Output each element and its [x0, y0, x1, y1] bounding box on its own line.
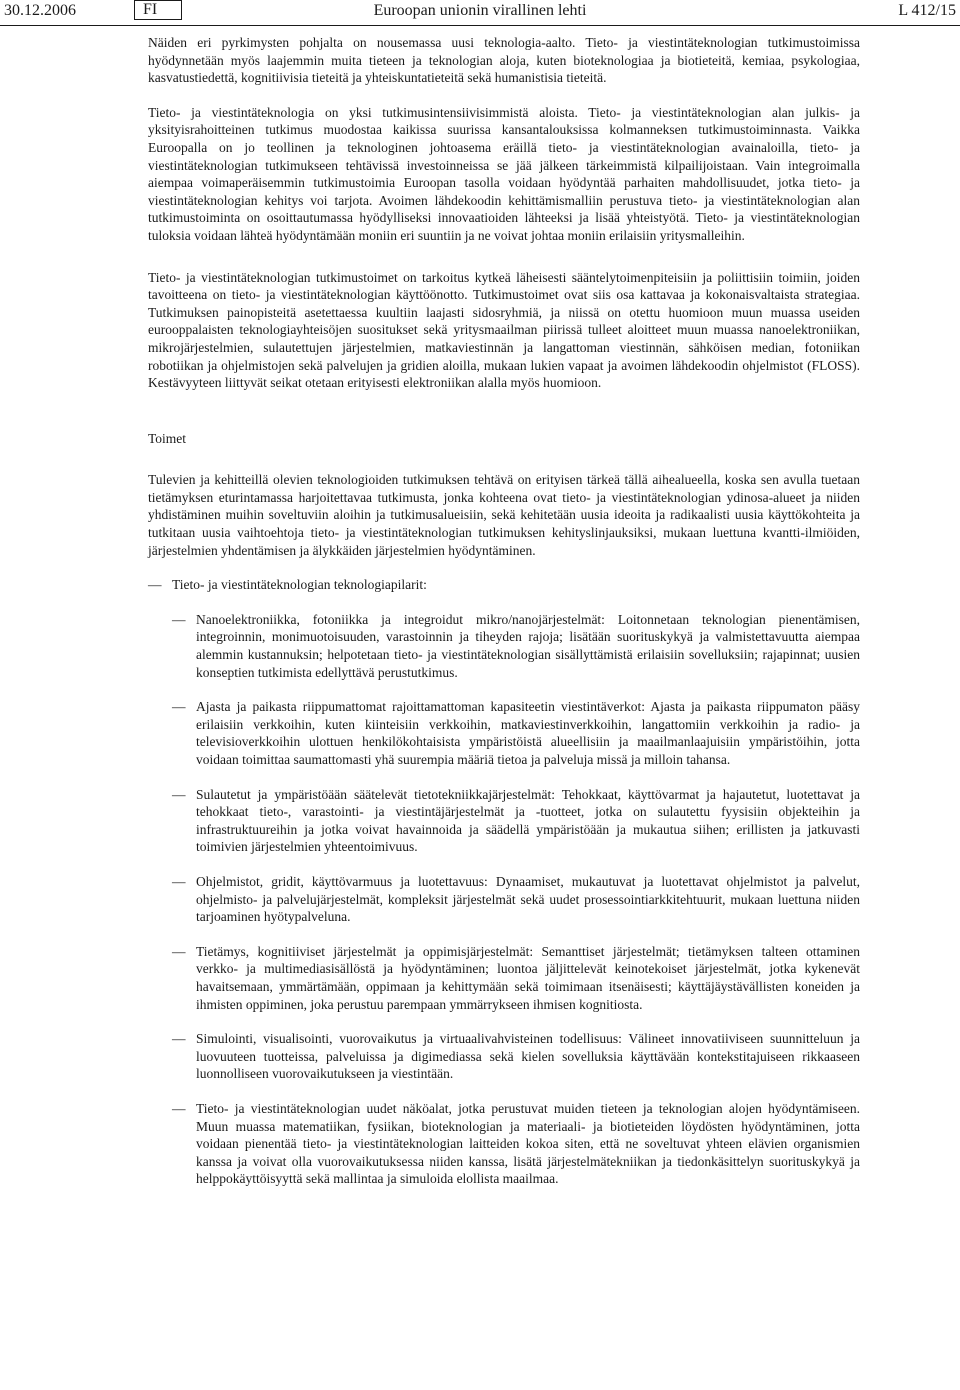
journal-header [0, 0, 960, 26]
list-item [172, 1030, 860, 1083]
dash-marker: — [172, 1031, 186, 1047]
list-item [172, 786, 860, 856]
section-heading-toimet: Toimet [148, 430, 187, 446]
list-item [172, 1100, 860, 1188]
list-item [172, 873, 860, 926]
publication-date: 30.12.2006 [4, 2, 76, 19]
list-item-text: Tieto- ja viestintäteknologian uudet näköalat, jotka perustuvat muiden tieteen ja teknologian alojen hyödyntämiseen. Muun muassa matematiikan, fysiikan, bioteknologian ja materiaali- ja biotieteiden löydösten hyödyntäminen, jotta voidaan pienentää tieto- ja viestintäteknologian laitteiden kokoa siten, että ne soveltuvat yhteen elävien organismien kanssa ja voivat olla vuorovaikutuksessa niiden kanssa, lisätä järjestelmätekniikan ja tiedonkäsittelyn suorituskykyä ja helppokäyttöisyyttä sekä mallintaa ja simuloida elollista maailmaa. [196, 1100, 860, 1187]
list-item-text: Ajasta ja paikasta riippumattomat rajoittamattoman kapasiteetin viestintäverkot: Ajasta ja paikasta riippumaton pääsy erilaisiin verkkoihin, kuten kiinteisiin verkkoihin, matkaviestinverkkoihin, langattomiin verkkoihin ja radio- ja televisioverkkoihin ulottuen henkilökohtaisista ympäristöistä alueellisiin ja maailmanlaajuisiin ympäristöihin, jotta voidaan toimittaa saumattomasti yhä suurempia määriä tietoa ja palveluja missä ja milloin tahansa. [196, 699, 860, 767]
list-item [172, 698, 860, 768]
paragraph-policy-link: Tieto- ja viestintäteknologian tutkimustoimet on tarkoitus kytkeä läheisesti sääntelytoimenpiteisiin ja poliittisiin toimiin, joiden tavoitteena on tieto- ja viestintäteknologian käyttöönotto. Tutkimustoimet ovat siis osa kattavaa ja kokonaisvaltaista strategiaa. Tutkimuksen painopisteitä asetettaessa kuultiin laajasti sidosryhmiä, ja niissä on otettu huomioon muun muassa useiden eurooppalaisten teknologiayhteisöjen suositukset sekä yritysmaailman piirissä tulleet aloitteet muun muassa nanoelektroniikan, mikrojärjestelmien, sulautettujen järjestelmien, matkaviestinnän ja langattoman viestinnän, sähköisen median, fotoniikan robotiikan ja ohjelmistojen sekä palvelujen ja gridien aloilla, mukaan lukien vapaat ja avoimen lähdekoodin ohjelmistot (FLOSS). Kestävyyteen liittyvät seikat otetaan erityisesti elektroniikan alalla myös huomioon. [148, 269, 860, 391]
list-item [172, 611, 860, 681]
dash-marker: — [172, 943, 186, 959]
list-item-text: Nanoelektroniikka, fotoniikka ja integroidut mikro/nanojärjestelmät: Loitonnetaan teknologian pienentämisen, integroinnin, monimuotoisuuden, varastoinnin ja tiheyden rajoja; lisätään suorituskykyä ja valmistettavuutta aiempaa alemmin kustannuksin; helpotetaan tieto- ja viestintäteknologian sisällyttämistä erilaisiin sovelluksiin; rajapinnat; uusien konseptien tutkimista edellyttävä perustutkimus. [196, 611, 860, 680]
list-item-pillars [148, 576, 860, 594]
dash-marker: — [172, 1100, 186, 1116]
header-rule [0, 25, 960, 26]
dash-marker: — [172, 611, 186, 627]
list-heading: Tieto- ja viestintäteknologian teknologiapilarit: [172, 577, 427, 593]
document-body [148, 34, 860, 1188]
list-item-text: Sulautetut ja ympäristöään säätelevät tietotekniikkajärjestelmät: Tehokkaat, käyttövarmat ja hajautetut, luotettavat ja tehokkaat tieto-, varastointi- ja viestintäjärjestelmät ja -tuotteet, jotka on sulautettu fyysisiin objekteihin ja infrastruktuureihin ja jotka voivat havainnoida ja säädellä ympäristöään ja mukautua siihen; erillisten ja jatkuvasti toimivien järjestelmien yhteentoimivuus. [196, 786, 860, 855]
list-item-text: Simulointi, visualisointi, vuorovaikutus ja virtuaalivahvisteinen todellisuus: Välineet innovatiiviseen suunnitteluun ja luovuuteen tuotteissa, palveluissa ja digimediassa sekä kielen sovelluksia käyttävään kontekstitajuiseen rikkaaseen luonnolliseen vuorovaikutukseen ja viestintään. [196, 1031, 860, 1082]
list-item-text: Tietämys, kognitiiviset järjestelmät ja oppimisjärjestelmät: Semanttiset järjestelmät; tietämyksen talteen ottaminen verkko- ja multimediasisällöstä ja hyödyntäminen; luontoa jäljittelevät keinotekoiset järjestelmät, jotka kykenevät havaitsemaan, ymmärtämään, oppimaan ja kehittymään sekä toimimaan itsenäisesti; käyttäjäystävällisten koneiden ja ihmisten oppiminen, joka perustuu parempaan ymmärrykseen ihmisen kognitiosta. [196, 943, 860, 1012]
list-item-text: Ohjelmistot, gridit, käyttövarmuus ja luotettavuus: Dynaamiset, mukautuvat ja luotettavat ohjelmistot ja palvelut, ohjelmisto- ja palvelujärjestelmät, kompleksit järjestelmät sekä uudet prosessointiarkkitehtuurit, mukaan luettuna niiden tarjoaminen hyötypalveluna. [196, 873, 860, 925]
dash-marker: — [172, 873, 186, 889]
dash-marker: — [172, 699, 186, 715]
section-intro: Tulevien ja kehitteillä olevien teknologioiden tutkimuksen tehtävä on erityisen tärkeä tällä aihealueella, koska sen avulla tuetaan tietämyksen eturintamassa harjoitettavaa tutkimusta, jonka kohteena ovat tieto- ja viestintäteknologian ydinosa-alueet ja niiden yhdistäminen muihin soveltuviin aloihin ja tutkimusalueisiin, sekä kehitetään uusia ideoita ja radikaalisti uusia käyttökohteita ja tutkitaan uusia vaihtoehtoja tieto- ja viestintäteknologian tutkimuksen kehityslinjauksiksi, mukaan luettuna kvantti-ilmiöiden, järjestelmien yhdentämisen ja älykkäiden järjestelmien hyödyntäminen. [148, 472, 860, 558]
paragraph-intro: Näiden eri pyrkimysten pohjalta on nousemassa uusi teknologia-aalto. Tieto- ja viestintäteknologian tutkimustoimissa hyödynnetään myös laajemmin muita tieteen ja teknologian aloja, kuten bioteknologiaa ja biotieteitä, kemiaa, psykologiaa, kasvatustiedettä, kognitiivisia tieteitä ja yhteiskuntatieteitä sekä humanistisia tieteitä. [148, 35, 860, 86]
page-reference: L 412/15 [898, 2, 956, 19]
paragraph-research-intensive: Tieto- ja viestintäteknologia on yksi tutkimusintensiivisimmistä aloista. Tieto- ja viestintäteknologian alan julkis- ja yksityisrahoitteinen tutkimus muodostaa kaikissa suurissa kansantalouksissa kolmanneksen tutkimustoiminnasta. Vaikka Euroopalla on jo teollinen ja teknologinen johtoasema eräillä tieto- ja viestintäteknologian avainaloilla, tieto- ja viestintäteknologian tutkimukseen tehtävissä investoinneissa se jää jälkeen tärkeimmistä kilpailijoistaan. Vain integroimalla aiempaa voimaperäisemmin tutkimustoimia Euroopan tasolla voidaan hyödyntää parhaiten mahdollisuudet, jotka tieto- ja viestintäteknologian kehitys voi tarjota. Avoimen lähdekoodin kehittämismalliin perustuva tieto- ja viestintäteknologian alan tutkimustoiminta on osoittautumassa hyödylliseksi innovaatioiden lähteeksi ja lisää yhteistyötä. Tieto- ja viestintäteknologian tuloksia voidaan lähteä hyödyntämään moniin eri suuntiin ja ne voivat johtaa moniin erilaisiin yritysmalleihin. [148, 104, 860, 243]
list-item [172, 943, 860, 1013]
dash-marker: — [148, 577, 162, 593]
language-code-box: FI [134, 0, 182, 20]
journal-title: Euroopan unionin virallinen lehti [373, 2, 587, 19]
dash-marker: — [172, 786, 186, 802]
